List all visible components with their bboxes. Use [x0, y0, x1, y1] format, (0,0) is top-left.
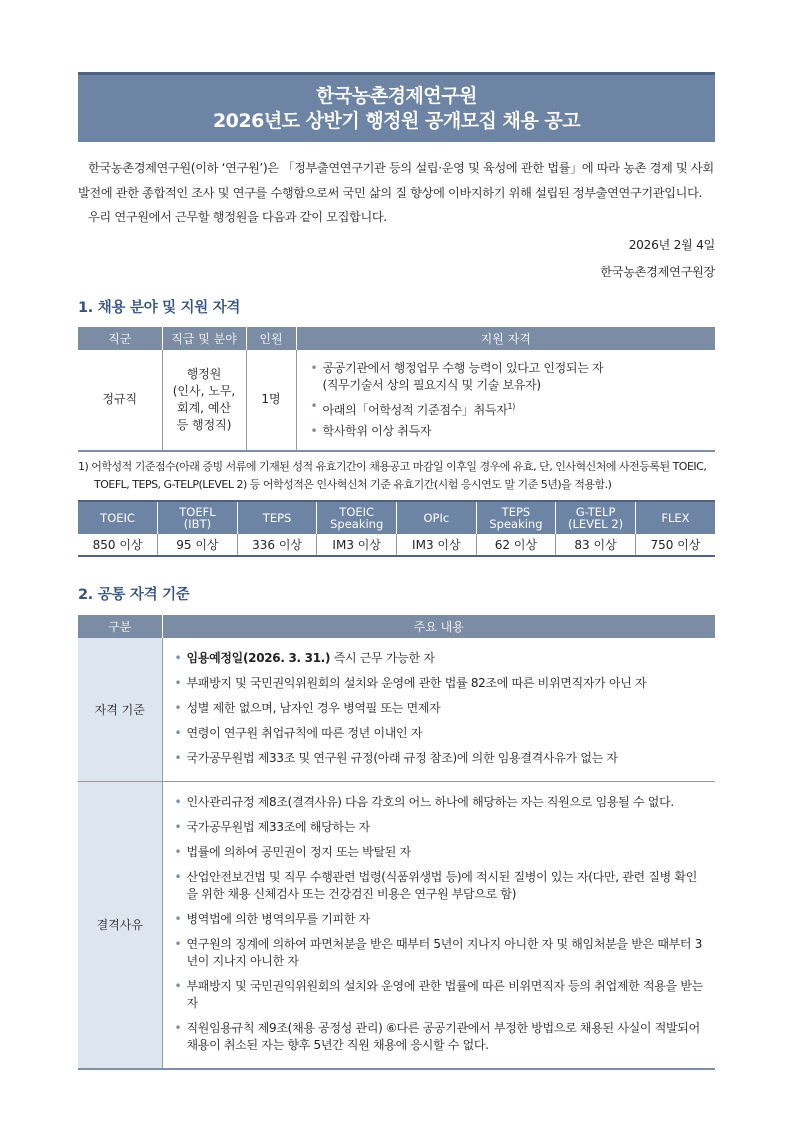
category-qualification: 자격 기준	[78, 638, 162, 782]
qualification-content	[162, 638, 715, 782]
score-header	[635, 501, 715, 534]
list-item: • 병역법에 의한 병역의무를 기피한 자	[175, 911, 708, 928]
qualification-text: 아래의「어학성적 기준점수」취득자	[322, 402, 508, 417]
field-line: 회계, 예산	[177, 400, 231, 415]
score-header-row	[78, 501, 715, 534]
header-content: 주요 내용	[162, 615, 715, 638]
list-item	[311, 398, 712, 419]
score-value: 62 이상	[476, 534, 556, 556]
field-cell	[162, 350, 246, 451]
list-item: • 직원임용규칙 제9조(채용 공정성 관리) ⑥다른 공공기관에서 부정한 방법으로 채용된 사실이 적발되어 채용이 취소된 자는 향후 5년간 직원 채용에 응시할 수 없다.	[175, 1020, 708, 1054]
section-1-title: 1. 채용 분야 및 지원 자격	[78, 299, 241, 316]
score-value: 850 이상	[92, 537, 143, 552]
disqualification-content	[162, 781, 715, 1069]
announcement-date: 2026년 2월 4일	[628, 237, 715, 252]
title-line-1: 한국농촌경제연구원	[316, 85, 477, 107]
score-value: IM3 이상	[317, 534, 397, 556]
list-item: • 국가공무원법 제33조에 해당하는 자	[175, 819, 708, 836]
score-value: 95 이상	[158, 534, 238, 556]
header-field: 직급 및 분야	[162, 327, 246, 350]
table-row	[78, 638, 715, 782]
list-item: • 성별 제한 없으며, 남자인 경우 병역필 또는 면제자	[175, 700, 708, 717]
score-header	[158, 501, 238, 534]
section-2-title: 2. 공통 자격 기준	[78, 586, 190, 603]
score-value-row	[78, 534, 715, 556]
disqualification-list	[175, 794, 708, 1054]
footnote-mark: 1)	[507, 401, 516, 411]
field-line: 등 행정직)	[176, 417, 232, 432]
score-header	[237, 501, 317, 534]
footnote: 1) 어학성적 기준점수(아래 증빙 서류에 기재된 성적 유효기간이 채용공고 마감일 이후일 경우에 유효, 단, 인사혁신처에 사전등록된 TOEIC, TOEFL, TEPS, G-TELP(LEVEL 2) 등 어학성적은 인사혁신처 기준 유효기간(시험 응시연도 말 기준 5년)을 적용함.)	[78, 459, 707, 491]
score-value: 750 이상	[635, 534, 715, 556]
score-value: 83 이상	[556, 534, 636, 556]
intro-paragraph-2: 우리 연구원에서 근무할 행정원을 다음과 같이 모집합니다.	[88, 210, 387, 224]
score-value: 336 이상	[237, 534, 317, 556]
qualification-text: 공공기관에서 행정업무 수행 능력이 있다고 인정되는 자	[322, 360, 604, 375]
category-disqualification: 결격사유	[78, 781, 162, 1069]
signer: 한국농촌경제연구원장	[600, 264, 715, 279]
score-header	[397, 501, 477, 534]
date-block	[78, 232, 715, 286]
header-count: 인원	[246, 327, 296, 350]
score-header	[78, 501, 158, 534]
list-item: • 연구원의 징계에 의하여 파면처분을 받은 때부터 5년이 지나지 아니한 자 및 해임처분을 받은 때부터 3년이 지나지 아니한 자	[175, 936, 708, 970]
list-item: • 법률에 의하여 공민권이 정지 또는 박탈된 자	[175, 844, 708, 861]
qualification-text: 학사학위 이상 취득자	[322, 423, 432, 438]
common-criteria-table	[78, 615, 715, 1070]
title-banner	[78, 72, 715, 142]
document-page	[78, 72, 715, 1070]
field-line: 행정원	[186, 366, 222, 381]
score-header-line: G-TELP	[575, 504, 616, 519]
score-header-line: OPIc	[423, 510, 450, 525]
list-item	[311, 423, 712, 440]
list-item: • 부패방지 및 국민권익위원회의 설치와 운영에 관한 법률 82조에 따른 비위면직자가 아닌 자	[175, 675, 708, 692]
header-category: 구분	[78, 615, 162, 638]
language-score-table	[78, 500, 715, 557]
list-item	[175, 650, 708, 667]
score-header	[476, 501, 556, 534]
score-value: IM3 이상	[397, 534, 477, 556]
score-header-line: TOEIC	[100, 510, 135, 525]
qualifications-cell	[296, 350, 715, 451]
list-item	[311, 360, 712, 394]
list-item: • 국가공무원법 제33조 및 연구원 규정(아래 규정 참조)에 의한 임용결격사유가 없는 자	[175, 750, 708, 767]
list-item: • 부패방지 및 국민권익위원회의 설치와 운영에 관한 법률에 따른 비위면직자 등의 취업제한 적용을 받는 자	[175, 978, 708, 1012]
group-cell: 정규직	[102, 392, 138, 406]
field-line: (인사, 노무,	[172, 383, 236, 398]
intro-paragraph-1: 한국농촌경제연구원(이하 ‘연구원’)은 「정부출연연구기관 등의 설립·운영 및 육성에 관한 법률」에 따라 농촌 경제 및 사회 발전에 관한 종합적인 조사 및 연구를 수행함으로써 국민 삶의 질 향상에 이바지하기 위해 설립된 정부출연연구기관입니다.	[78, 161, 714, 200]
score-header	[317, 501, 397, 534]
score-header-line: FLEX	[661, 510, 690, 525]
qualification-subtext: (직무기술서 상의 필요지식 및 기술 보유자)	[322, 377, 541, 392]
start-date-rest: 즉시 근무 가능한 자	[330, 650, 435, 665]
table-row	[78, 781, 715, 1069]
qualification-criteria-list	[175, 650, 708, 767]
list-item: • 인사관리규정 제8조(결격사유) 다음 각호의 어느 하나에 해당하는 자는 직원으로 임용될 수 없다.	[175, 794, 708, 811]
score-header-subline: Speaking	[330, 516, 384, 531]
start-date-text: 임용예정일(2026. 3. 31.)	[186, 650, 331, 665]
list-item: • 산업안전보건법 및 직무 수행관련 법령(식품위생법 등)에 적시된 질병이 있는 자(다만, 관련 질병 확인을 위한 채용 신체검사 또는 건강검진 비용은 연구원 부담으로 함)	[175, 869, 708, 903]
table-row	[78, 350, 715, 451]
score-header-line: TOEIC	[339, 504, 375, 519]
score-header-line: TEPS	[262, 510, 292, 525]
score-header-line: TEPS	[501, 504, 531, 519]
score-header-subline: (IBT)	[183, 516, 212, 531]
intro	[78, 156, 715, 230]
recruitment-table	[78, 327, 715, 452]
header-group: 직군	[78, 327, 162, 350]
score-header-subline: Speaking	[489, 516, 543, 531]
score-header-subline: (LEVEL 2)	[567, 516, 624, 531]
list-item: • 연령이 연구원 취업규칙에 따른 정년 이내인 자	[175, 725, 708, 742]
qualification-list	[311, 360, 712, 440]
score-header-line: TOEFL	[179, 504, 216, 519]
header-qualifications: 지원 자격	[296, 327, 715, 350]
score-header	[556, 501, 636, 534]
title-line-2: 2026년도 상반기 행정원 공개모집 채용 공고	[212, 110, 581, 132]
count-cell: 1명	[246, 350, 296, 451]
